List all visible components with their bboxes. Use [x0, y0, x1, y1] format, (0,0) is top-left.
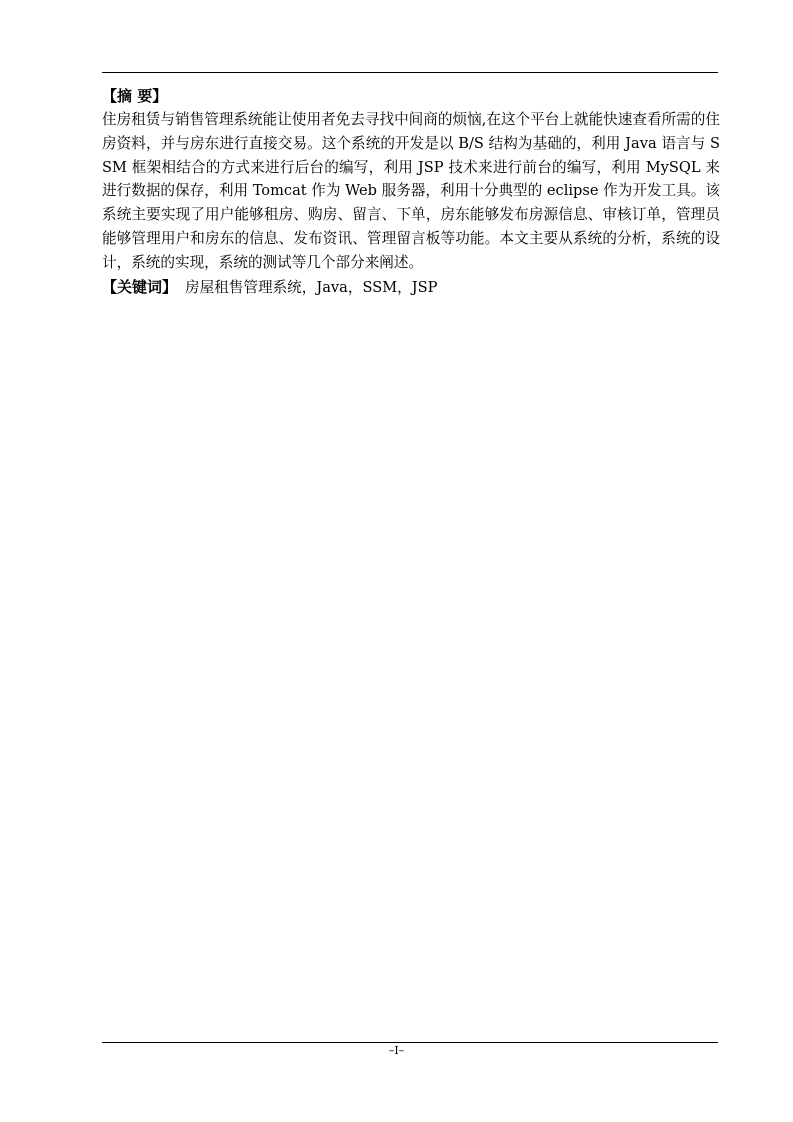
footer-rule [102, 1042, 718, 1043]
abstract-heading: 【摘 要】 [102, 87, 168, 105]
abstract-body: 住房租赁与销售管理系统能让使用者免去寻找中间商的烦恼,在这个平台上就能快速查看所需的住房资料，并与房东进行直接交易。这个系统的开发是以 B/S 结构为基础的，利用 Java 语言与 SSM 框架相结合的方式来进行后台的编写，利用 JSP 技术来进行前台的编写，利用 MySQL 来进行数据的保存，利用 Tomcat 作为 Web 服务器，利用十分典型的 eclipse 作为开发工具。该系统主要实现了用户能够租房、购房、留言、下单，房东能够发布房源信息、审核订单，管理员能够管理用户和房东的信息、发布资讯、管理留言板等功能。本文主要从系统的分析，系统的设计，系统的实现，系统的测试等几个部分来阐述。 [102, 111, 720, 271]
page-number: –I– [388, 1044, 405, 1057]
keywords-line [102, 275, 720, 300]
keywords-text: 房屋租售管理系统，Java，SSM，JSP [185, 278, 438, 296]
keywords-label: 【关键词】 [102, 277, 178, 296]
header-rule [102, 72, 718, 73]
abstract-section [102, 84, 720, 300]
